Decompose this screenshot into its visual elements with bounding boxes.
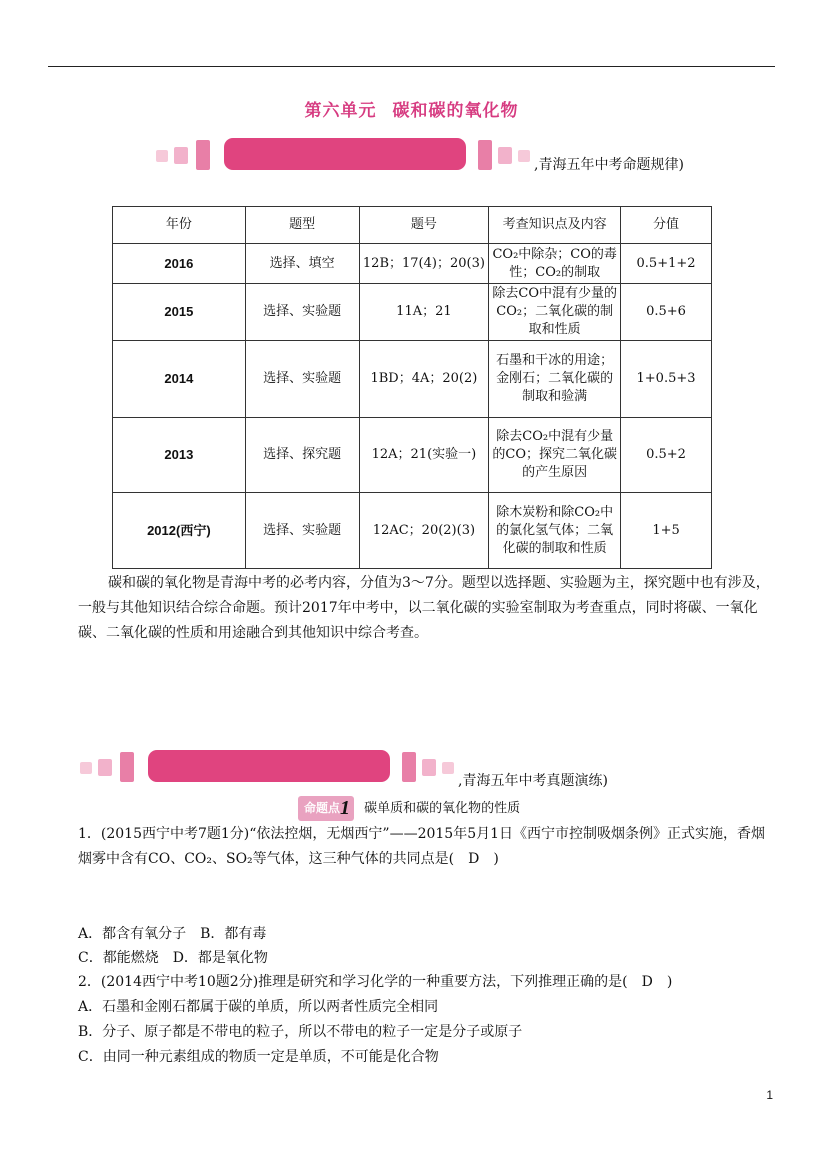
cell-type: 选择、实验题 [245,284,359,341]
banner-square [442,762,454,774]
cell-topic: CO₂中除杂；CO的毒性；CO₂的制取 [489,244,621,284]
point-number: 1 [340,797,351,819]
table-row [113,284,712,341]
cell-score: 1+0.5+3 [621,341,712,418]
question-2-option-b: B．分子、原子都是不带电的粒子，所以不带电的粒子一定是分子或原子 [78,1024,523,1040]
header-type: 题型 [245,207,359,244]
cell-type: 选择、填空 [245,244,359,284]
banner-pill [148,750,390,782]
cell-year: 2016 [113,244,246,284]
banner-square [518,150,530,162]
banner-square [402,752,416,782]
header-rule [48,66,775,67]
header-topic: 考查知识点及内容 [489,207,621,244]
title-topic: 碳和碳的氧化物 [392,101,519,121]
table-row [113,244,712,284]
cell-type: 选择、实验题 [245,341,359,418]
question-1-options-cd: C．都能燃烧 D．都是氧化物 [78,950,268,966]
summary-paragraph: 碳和碳的氧化物是青海中考的必考内容，分值为3～7分。题型以选择题、实验题为主，探究题中也有涉及，一般与其他知识结合综合命题。预计2017年中考中，以二氧化碳的实验室制取为考查重点，同时将碳、一氧化碳、二氧化碳的性质和用途融合到其他知识中综合考查。 [78,575,770,641]
cell-score: 0.5+6 [621,284,712,341]
banner-square [156,150,168,162]
exam-table [112,206,712,569]
banner-square [196,140,210,170]
banner-square [174,147,188,164]
banner-pill [224,138,466,170]
banner-square [498,147,512,164]
banner-square [80,762,92,774]
cell-number: 12B；17(4)；20(3) [359,244,489,284]
page-number: 1 [766,1088,773,1102]
cell-year: 2015 [113,284,246,341]
point-label: 命题点 [304,801,341,815]
cell-type: 选择、实验题 [245,493,359,569]
header-year: 年份 [113,207,246,244]
banner-square [98,759,112,776]
cell-number: 1BD；4A；20(2) [359,341,489,418]
table-row [113,341,712,418]
section-banner-1 [156,138,716,174]
header-score: 分值 [621,207,712,244]
cell-topic: 除去CO中混有少量的CO₂；二氧化碳的制取和性质 [489,284,621,341]
table-header-row [113,207,712,244]
cell-topic: 石墨和干冰的用途；金刚石；二氧化碳的制取和验满 [489,341,621,418]
banner-square [422,759,436,776]
point-heading [298,796,520,821]
cell-number: 12A；21(实验一) [359,418,489,493]
cell-year: 2012(西宁) [113,493,246,569]
header-number: 题号 [359,207,489,244]
page-title [0,96,823,121]
cell-topic: 除去CO₂中混有少量的CO；探究二氧化碳的产生原因 [489,418,621,493]
question-1-options-ab: A．都含有氧分子 B．都有毒 [78,926,267,942]
cell-year: 2013 [113,418,246,493]
banner-caption: ,青海五年中考命题规律) [534,157,684,173]
point-chip [298,796,354,821]
section-banner-2 [80,750,640,789]
cell-number: 12AC；20(2)(3) [359,493,489,569]
cell-type: 选择、探究题 [245,418,359,493]
banner-caption: ,青海五年中考真题演练) [458,773,608,789]
point-title: 碳单质和碳的氧化物的性质 [364,801,521,816]
question-1-stem: 1．(2015西宁中考7题1分)“依法控烟，无烟西宁”——2015年5月1日《西宁市控制吸烟条例》正式实施，香烟烟雾中含有CO、CO₂、SO₂等气体，这三种气体的共同点是( D ) [78,826,766,867]
title-unit: 第六单元 [304,101,377,121]
cell-topic: 除木炭粉和除CO₂中的氯化氢气体；二氧化碳的制取和性质 [489,493,621,569]
cell-score: 0.5+1+2 [621,244,712,284]
question-2-option-a: A．石墨和金刚石都属于碳的单质，所以两者性质完全相同 [78,999,439,1015]
cell-number: 11A；21 [359,284,489,341]
cell-score: 1+5 [621,493,712,569]
question-2-stem: 2．(2014西宁中考10题2分)推理是研究和学习化学的一种重要方法，下列推理正确的是( D ) [78,974,673,990]
table-row [113,493,712,569]
question-2-option-c: C．由同一种元素组成的物质一定是单质，不可能是化合物 [78,1049,439,1065]
cell-year: 2014 [113,341,246,418]
banner-square [478,140,492,170]
cell-score: 0.5+2 [621,418,712,493]
banner-square [120,752,134,782]
table-row [113,418,712,493]
